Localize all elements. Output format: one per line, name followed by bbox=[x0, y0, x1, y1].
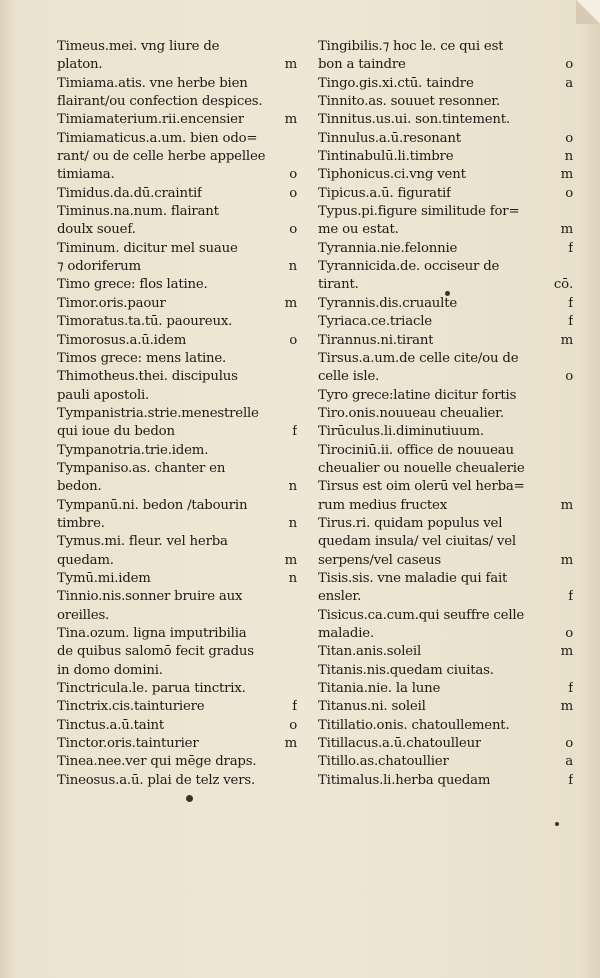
dictionary-entry-line bbox=[57, 607, 297, 625]
dictionary-entry-line bbox=[57, 38, 297, 56]
page-corner-fold bbox=[576, 0, 600, 24]
entry-text: Tinctrix.cis.tainturiere bbox=[57, 699, 205, 715]
entry-text: ensler. bbox=[318, 589, 362, 605]
entry-text: Tipicus.a.ū. figuratif bbox=[318, 185, 451, 201]
entry-text: Typus.pi.figure similitude for= bbox=[318, 204, 520, 220]
entry-text: Titimalus.li.herba quedam bbox=[318, 772, 491, 788]
gender-mark: m bbox=[284, 112, 297, 128]
gender-mark: m bbox=[284, 736, 297, 752]
entry-text: maladie. bbox=[318, 626, 374, 641]
dictionary-entry-line bbox=[57, 698, 297, 716]
entry-text: Tympanistria.strie.menestrelle bbox=[57, 405, 259, 421]
gender-mark: n bbox=[288, 570, 297, 586]
entry-text: Tingibilis.⁊ hoc le. ce qui est bbox=[318, 39, 504, 54]
gender-mark: m bbox=[284, 295, 297, 311]
dictionary-entry-line bbox=[57, 148, 297, 166]
dictionary-entry-line bbox=[57, 111, 297, 129]
left-column bbox=[57, 38, 297, 790]
dictionary-entry-line bbox=[318, 332, 573, 350]
gender-mark: m bbox=[284, 552, 297, 568]
dictionary-entry-line bbox=[318, 203, 573, 221]
dictionary-entry-line bbox=[318, 625, 573, 643]
dictionary-entry-line bbox=[318, 588, 573, 606]
entry-text: Tyro grece:latine dicitur fortis bbox=[318, 387, 517, 403]
gender-mark: o bbox=[565, 369, 573, 385]
dictionary-entry-line bbox=[57, 680, 297, 698]
gender-mark: f bbox=[568, 240, 573, 256]
dictionary-entry-line bbox=[318, 258, 573, 276]
entry-text: Tintinabulū.li.timbre bbox=[318, 149, 454, 165]
entry-text: Timiama.atis. vne herbe bien bbox=[57, 75, 248, 91]
dictionary-entry-line bbox=[318, 662, 573, 680]
entry-text: Titanus.ni. soleil bbox=[318, 699, 426, 715]
right-column bbox=[318, 38, 573, 790]
gender-mark: n bbox=[288, 479, 297, 495]
dictionary-entry-line bbox=[57, 295, 297, 313]
dictionary-entry-line bbox=[318, 460, 573, 478]
dictionary-entry-line bbox=[318, 698, 573, 716]
dictionary-entry-line bbox=[57, 423, 297, 441]
dictionary-entry-line bbox=[57, 313, 297, 331]
gender-mark: o bbox=[565, 57, 573, 73]
gender-mark: m bbox=[560, 552, 573, 568]
entry-text: Tinctus.a.ū.taint bbox=[57, 717, 165, 733]
entry-text: Tirannus.ni.tirant bbox=[318, 332, 434, 348]
entry-text: me ou estat. bbox=[318, 222, 399, 238]
entry-text: Tisicus.ca.cum.qui seuffre celle bbox=[318, 607, 525, 623]
dictionary-entry-line bbox=[57, 166, 297, 184]
dictionary-entry-line bbox=[57, 772, 297, 790]
entry-text: Tyrannicida.de. occiseur de bbox=[318, 259, 500, 275]
dictionary-entry-line bbox=[57, 625, 297, 643]
entry-text: Timor.oris.paour bbox=[57, 295, 166, 311]
entry-text: quedam. bbox=[57, 552, 114, 568]
dictionary-entry-line bbox=[318, 111, 573, 129]
dictionary-entry-line bbox=[57, 387, 297, 405]
entry-text: timbre. bbox=[57, 515, 105, 531]
dictionary-entry-line bbox=[57, 332, 297, 350]
dictionary-entry-line bbox=[318, 93, 573, 111]
entry-text: pauli apostoli. bbox=[57, 387, 150, 403]
dictionary-entry-line bbox=[57, 368, 297, 386]
dictionary-entry-line bbox=[318, 313, 573, 331]
entry-text: Titania.nie. la lune bbox=[318, 681, 441, 697]
dictionary-entry-line bbox=[318, 717, 573, 735]
entry-text: Tinctor.oris.tainturier bbox=[57, 736, 199, 752]
entry-text: in domo domini. bbox=[57, 662, 163, 678]
gender-mark: m bbox=[284, 57, 297, 73]
dictionary-entry-line bbox=[318, 221, 573, 239]
dictionary-entry-line bbox=[318, 607, 573, 625]
entry-text: rant/ ou de celle herbe appellee bbox=[57, 149, 266, 165]
dictionary-entry-line bbox=[318, 240, 573, 258]
dictionary-entry-line bbox=[318, 442, 573, 460]
gender-mark: a bbox=[565, 75, 573, 91]
entry-text: Tinnulus.a.ū.resonant bbox=[318, 130, 461, 146]
entry-text: platon. bbox=[57, 57, 103, 73]
gender-mark: o bbox=[565, 626, 573, 641]
dictionary-entry-line bbox=[57, 497, 297, 515]
entry-text: timiama. bbox=[57, 167, 115, 183]
entry-text: bedon. bbox=[57, 479, 102, 495]
gender-mark: f bbox=[568, 314, 573, 330]
entry-text: Tirūculus.li.diminutiuum. bbox=[318, 424, 484, 440]
dictionary-entry-line bbox=[57, 478, 297, 496]
dictionary-entry-line bbox=[57, 405, 297, 423]
dictionary-entry-line bbox=[318, 56, 573, 74]
entry-text: Tyrannia.nie.felonnie bbox=[318, 240, 458, 256]
dictionary-entry-line bbox=[318, 185, 573, 203]
dictionary-entry-line bbox=[57, 93, 297, 111]
gender-mark: m bbox=[560, 644, 573, 660]
entry-text: Tingo.gis.xi.ctū. taindre bbox=[318, 75, 474, 91]
dictionary-entry-line bbox=[318, 423, 573, 441]
dictionary-entry-line bbox=[57, 185, 297, 203]
entry-text: Tyriaca.ce.triacle bbox=[318, 314, 432, 330]
entry-text: doulx souef. bbox=[57, 222, 136, 238]
dictionary-entry-line bbox=[57, 203, 297, 221]
entry-text: Tyrannis.dis.cruaulte bbox=[318, 295, 458, 311]
dictionary-entry-line bbox=[318, 166, 573, 184]
entry-text: Timo grece: flos latine. bbox=[57, 277, 208, 293]
gender-mark: f bbox=[292, 424, 297, 440]
dictionary-entry-line bbox=[57, 570, 297, 588]
dictionary-entry-line bbox=[57, 75, 297, 93]
entry-text: Tymus.mi. fleur. vel herba bbox=[57, 534, 228, 550]
gender-mark: m bbox=[560, 167, 573, 183]
gender-mark: m bbox=[560, 497, 573, 513]
entry-text: bon a taindre bbox=[318, 57, 406, 73]
dictionary-entry-line bbox=[57, 240, 297, 258]
dictionary-entry-line bbox=[57, 753, 297, 771]
gender-mark: f bbox=[568, 589, 573, 605]
entry-text: Tympaniso.as. chanter en bbox=[57, 460, 226, 476]
entry-text: Tinnitus.us.ui. son.tintement. bbox=[318, 112, 510, 128]
dictionary-entry-line bbox=[318, 75, 573, 93]
entry-text: Tinea.nee.ver qui mēge draps. bbox=[57, 754, 257, 770]
dictionary-entry-line bbox=[318, 295, 573, 313]
dictionary-entry-line bbox=[318, 515, 573, 533]
dictionary-entry-line bbox=[318, 387, 573, 405]
entry-text: Titillatio.onis. chatoullement. bbox=[318, 717, 510, 733]
dictionary-entry-line bbox=[318, 643, 573, 661]
entry-text: qui ioue du bedon bbox=[57, 424, 175, 440]
entry-text: Titillacus.a.ū.chatoulleur bbox=[318, 736, 482, 752]
entry-text: Tympanū.ni. bedon /tabourin bbox=[57, 497, 248, 513]
dictionary-entry-line bbox=[57, 221, 297, 239]
gender-mark: o bbox=[289, 332, 297, 348]
gender-mark: a bbox=[565, 754, 573, 770]
dictionary-entry-line bbox=[57, 56, 297, 74]
dictionary-entry-line bbox=[57, 717, 297, 735]
dictionary-entry-line bbox=[318, 38, 573, 56]
ink-blot bbox=[555, 822, 559, 826]
dictionary-entry-line bbox=[57, 130, 297, 148]
entry-text: Timorosus.a.ū.idem bbox=[57, 332, 187, 348]
entry-text: Timinum. dicitur mel suaue bbox=[57, 240, 238, 256]
dictionary-entry-line bbox=[57, 515, 297, 533]
dictionary-entry-line bbox=[318, 772, 573, 790]
dictionary-entry-line bbox=[318, 570, 573, 588]
gender-mark: o bbox=[289, 717, 297, 733]
entry-text: de quibus salomō fecit gradus bbox=[57, 644, 254, 660]
entry-text: cheualier ou nouelle cheualerie bbox=[318, 460, 525, 476]
dictionary-entry-line bbox=[57, 258, 297, 276]
dictionary-entry-line bbox=[318, 552, 573, 570]
ink-blot bbox=[445, 291, 450, 296]
gender-mark: f bbox=[568, 295, 573, 311]
gender-mark: o bbox=[565, 736, 573, 752]
dictionary-entry-line bbox=[318, 680, 573, 698]
gender-mark: n bbox=[288, 515, 297, 531]
entry-text: Titanis.nis.quedam ciuitas. bbox=[318, 662, 494, 678]
gender-mark: m bbox=[560, 332, 573, 348]
entry-text: Timidus.da.dū.craintif bbox=[57, 185, 202, 201]
dictionary-entry-line bbox=[57, 533, 297, 551]
entry-text: tirant. bbox=[318, 277, 359, 293]
dictionary-entry-line bbox=[57, 643, 297, 661]
dictionary-entry-line bbox=[318, 405, 573, 423]
entry-text: Tirus.ri. quidam populus vel bbox=[318, 515, 503, 531]
dictionary-entry-line bbox=[57, 350, 297, 368]
entry-text: rum medius fructex bbox=[318, 497, 448, 513]
entry-text: Tymū.mi.idem bbox=[57, 570, 151, 586]
entry-text: serpens/vel caseus bbox=[318, 552, 442, 568]
entry-text: oreilles. bbox=[57, 607, 110, 623]
dictionary-entry-line bbox=[57, 662, 297, 680]
entry-text: Timiamaticus.a.um. bien odo= bbox=[57, 130, 258, 146]
entry-text: Tisis.sis. vne maladie qui fait bbox=[318, 570, 508, 586]
entry-text: Timeus.mei. vng liure de bbox=[57, 39, 220, 54]
dictionary-entry-line bbox=[318, 478, 573, 496]
dictionary-entry-line bbox=[57, 442, 297, 460]
gender-mark: o bbox=[565, 185, 573, 201]
gender-mark: f bbox=[568, 772, 573, 788]
entry-text: Tirsus est oim olerū vel herba= bbox=[318, 479, 525, 495]
entry-text: Timos grece: mens latine. bbox=[57, 350, 227, 366]
entry-text: flairant/ou confection despices. bbox=[57, 94, 263, 110]
gender-mark: o bbox=[289, 185, 297, 201]
entry-text: Titan.anis.soleil bbox=[318, 644, 422, 660]
entry-text: Tirsus.a.um.de celle cite/ou de bbox=[318, 350, 519, 366]
gender-mark: cō. bbox=[553, 277, 573, 293]
entry-text: ⁊ odoriferum bbox=[57, 259, 141, 275]
entry-text: Tinnito.as. souuet resonner. bbox=[318, 94, 501, 110]
gender-mark: o bbox=[289, 222, 297, 238]
entry-text: Tineosus.a.ū. plai de telz vers. bbox=[57, 772, 256, 788]
dictionary-entry-line bbox=[318, 735, 573, 753]
dictionary-entry-line bbox=[57, 276, 297, 294]
entry-text: Tinnio.nis.sonner bruire aux bbox=[57, 589, 243, 605]
entry-text: quedam insula/ vel ciuitas/ vel bbox=[318, 534, 516, 550]
dictionary-entry-line bbox=[318, 130, 573, 148]
entry-text: Timinus.na.num. flairant bbox=[57, 204, 219, 220]
entry-text: Tiphonicus.ci.vng vent bbox=[318, 167, 466, 183]
gender-mark: n bbox=[564, 149, 573, 165]
entry-text: Timiamaterium.rii.encensier bbox=[57, 112, 244, 128]
entry-text: Tiro.onis.nouueau cheualier. bbox=[318, 405, 504, 421]
dictionary-entry-line bbox=[318, 753, 573, 771]
gender-mark: m bbox=[560, 222, 573, 238]
dictionary-entry-line bbox=[318, 497, 573, 515]
gender-mark: m bbox=[560, 699, 573, 715]
entry-text: Tympanotria.trie.idem. bbox=[57, 442, 209, 458]
dictionary-entry-line bbox=[318, 148, 573, 166]
entry-text: Timoratus.ta.tū. paoureux. bbox=[57, 314, 233, 330]
dictionary-entry-line bbox=[57, 588, 297, 606]
dictionary-entry-line bbox=[57, 735, 297, 753]
entry-text: Tirociniū.ii. office de nouueau bbox=[318, 442, 514, 458]
entry-text: Tinctricula.le. parua tinctrix. bbox=[57, 681, 246, 697]
dictionary-entry-line bbox=[318, 350, 573, 368]
gender-mark: o bbox=[289, 167, 297, 183]
ink-blot bbox=[186, 795, 193, 802]
entry-text: Titillo.as.chatoullier bbox=[318, 754, 449, 770]
gender-mark: f bbox=[292, 699, 297, 715]
dictionary-entry-line bbox=[318, 533, 573, 551]
entry-text: celle isle. bbox=[318, 369, 380, 385]
gender-mark: n bbox=[288, 259, 297, 275]
dictionary-entry-line bbox=[57, 460, 297, 478]
entry-text: Thimotheus.thei. discipulus bbox=[57, 369, 238, 385]
gender-mark: f bbox=[568, 681, 573, 697]
entry-text: Tina.ozum. ligna imputribilia bbox=[57, 626, 247, 641]
dictionary-entry-line bbox=[318, 368, 573, 386]
dictionary-entry-line bbox=[57, 552, 297, 570]
gender-mark: o bbox=[565, 130, 573, 146]
